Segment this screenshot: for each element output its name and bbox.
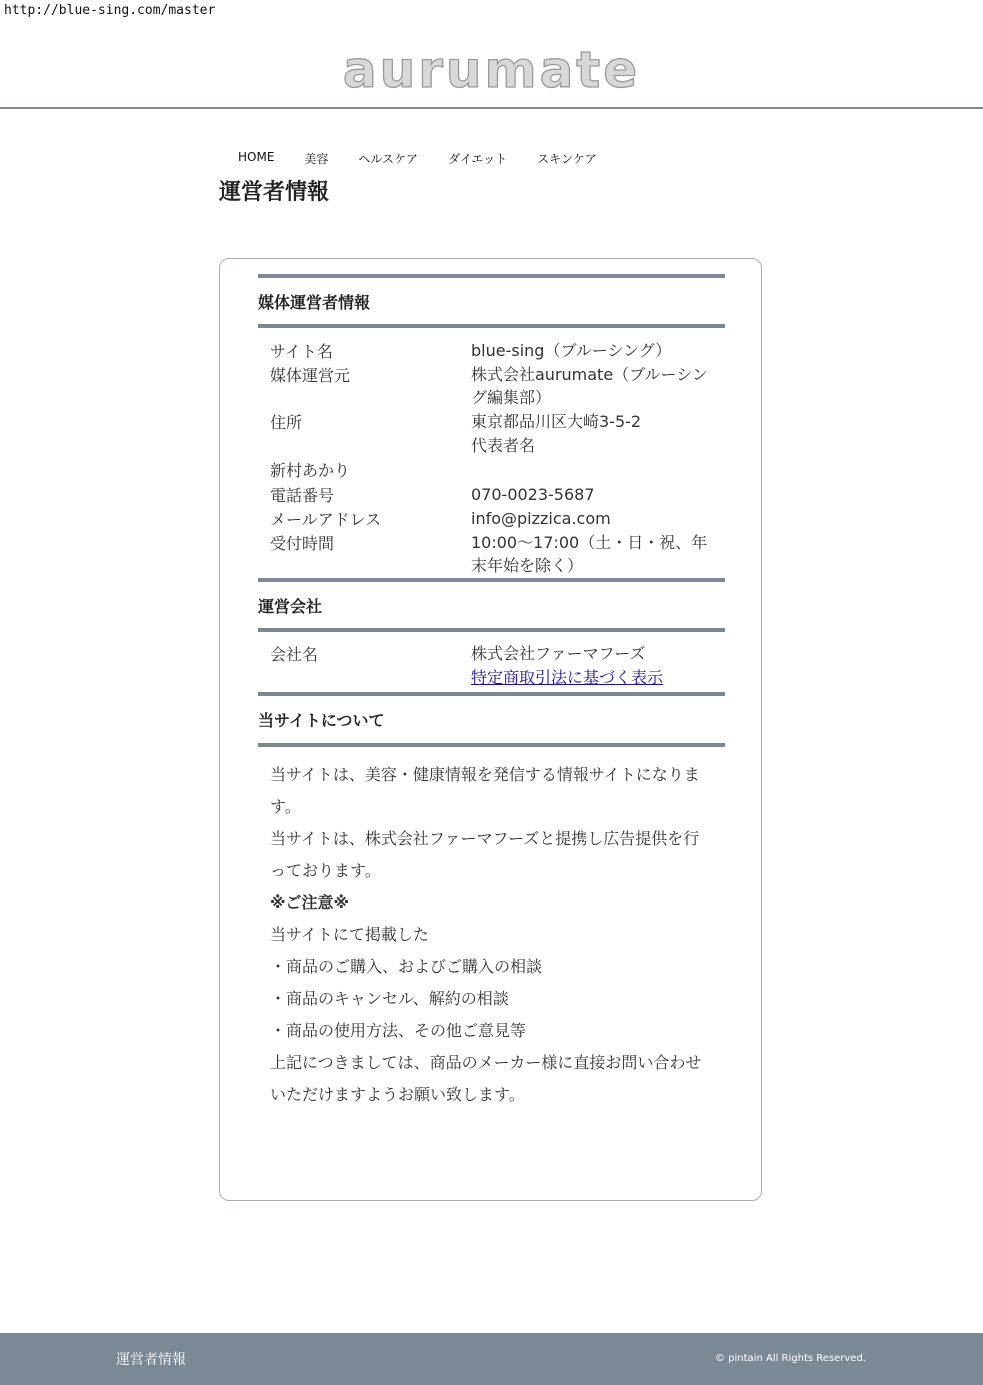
row-label: サイト名 <box>270 342 333 361</box>
about-section-title: 当サイトについて <box>258 711 385 730</box>
page-url: http://blue-sing.com/master <box>4 3 216 18</box>
nav-item-healthcare[interactable]: ヘルスケア <box>358 152 419 166</box>
row-label: 媒体運営元 <box>270 366 351 385</box>
row-label: 住所 <box>270 413 303 432</box>
row-value: 株式会社ファーマフーズ <box>471 644 646 663</box>
row-label: メールアドレス <box>270 510 382 529</box>
main-nav <box>238 150 627 167</box>
section-divider <box>258 692 725 696</box>
row-value: info@pizzica.com <box>471 509 611 528</box>
nav-item-skincare[interactable]: スキンケア <box>537 152 597 166</box>
section-divider <box>258 743 725 747</box>
nav-item-diet[interactable]: ダイエット <box>448 152 508 166</box>
section-divider <box>258 274 725 278</box>
row-label: 新村あかり <box>270 461 351 480</box>
about-line: ・商品の使用方法、その他ご意見等 <box>270 1021 527 1040</box>
notice-heading: ※ご注意※ <box>270 893 350 912</box>
footer-link-operator[interactable]: 運営者情報 <box>116 1352 186 1368</box>
section-divider <box>258 324 725 328</box>
section-divider <box>258 578 725 582</box>
copyright: © pintain All Rights Reserved. <box>714 1353 866 1364</box>
nav-item-beauty[interactable]: 美容 <box>304 152 329 166</box>
row-value: 10:00〜17:00（土・日・祝、年末年始を除く） <box>471 533 708 575</box>
about-line: 当サイトは、美容・健康情報を発信する情報サイトになります。 <box>270 765 700 816</box>
about-line: 当サイトにて掲載した <box>270 925 429 944</box>
footer <box>0 1333 983 1385</box>
tokushoho-link[interactable]: 特定商取引法に基づく表示 <box>471 668 664 687</box>
row-value: 070-0023-5687 <box>471 485 595 504</box>
header-divider <box>0 107 983 109</box>
page-title: 運営者情報 <box>219 180 330 205</box>
row-value: blue-sing（ブルーシング） <box>471 341 672 360</box>
section-divider <box>258 628 725 632</box>
nav-item-home[interactable]: HOME <box>238 150 275 164</box>
company-section-title: 運営会社 <box>258 597 323 616</box>
row-value <box>471 666 715 689</box>
about-line: ・商品のご購入、およびご購入の相談 <box>270 957 543 976</box>
site-logo[interactable]: aurumate <box>342 41 641 99</box>
row-label: 会社名 <box>270 645 319 664</box>
about-text <box>270 759 715 1111</box>
row-value: 東京都品川区大崎3-5-2 <box>471 412 642 431</box>
row-label: 電話番号 <box>270 486 335 505</box>
row-label: 受付時間 <box>270 534 335 553</box>
about-line: 当サイトは、株式会社ファーマフーズと提携し広告提供を行っております。 <box>270 829 700 880</box>
row-value: 株式会社aurumate（ブルーシング編集部） <box>471 365 708 407</box>
media-section-title: 媒体運営者情報 <box>258 293 371 312</box>
operator-info-card <box>219 258 762 1201</box>
row-value: 代表者名 <box>471 436 536 455</box>
about-line: ・商品のキャンセル、解約の相談 <box>270 989 509 1008</box>
about-line: 上記につきましては、商品のメーカー様に直接お問い合わせいただけますようお願い致します。 <box>270 1053 702 1104</box>
